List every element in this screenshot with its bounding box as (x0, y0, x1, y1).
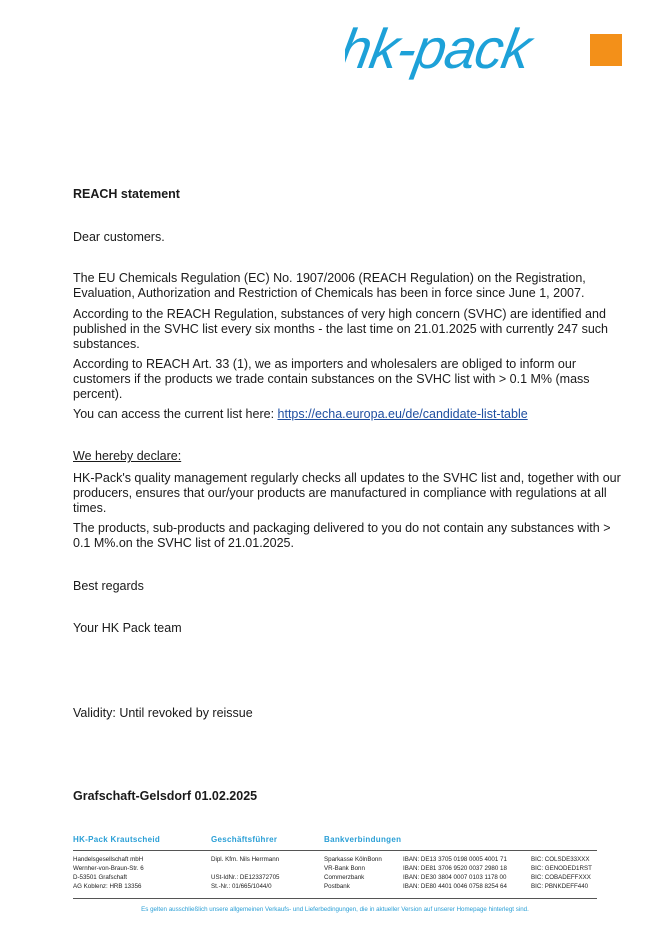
svg-text:hk-pack: hk-pack (345, 24, 536, 80)
footer-bic: BIC: COLSDE33XXX (531, 856, 590, 863)
paragraph-article-33: According to REACH Art. 33 (1), we as importers and wholesalers are obliged to inform our customers if the products we trade contain substances on the SVHC list with > 0.1 M% (mass percent). (73, 357, 590, 401)
footer-bottom-divider (73, 898, 597, 899)
document-title: REACH statement (73, 187, 180, 201)
footer-bank-name: VR-Bank Bonn (324, 865, 365, 872)
paragraph-regulation: The EU Chemicals Regulation (EC) No. 1907/2006 (REACH Regulation) on the Registration, Evaluation, Authorization and Restriction of Chemicals has been in force since June 1, 2007. (73, 271, 586, 300)
closing: Best regards (73, 579, 144, 593)
hk-pack-logo-graphic (345, 24, 623, 86)
footer-bank-name: Sparkasse KölnBonn (324, 856, 382, 863)
footer-company-line: AG Koblenz: HRB 13356 (73, 883, 142, 890)
footer-bic: BIC: PBNKDEFF440 (531, 883, 589, 890)
footer-iban: IBAN: DE30 3804 0007 0103 1178 00 (403, 874, 507, 881)
footer-manager-line: USt-IdNr.: DE123372705 (211, 874, 280, 881)
footer-iban: IBAN: DE81 3706 9520 0037 2980 18 (403, 865, 507, 872)
footer-top-divider (73, 850, 597, 851)
footer-bic: BIC: COBADEFFXXX (531, 874, 591, 881)
footer-company-line: D-53501 Grafschaft (73, 874, 127, 881)
footer-company-column (73, 855, 144, 891)
footer-manager-line: St.-Nr.: 01/665/1044/0 (211, 883, 272, 890)
footer-bank-name: Commerzbank (324, 874, 365, 881)
declaration-heading: We hereby declare: (73, 449, 182, 463)
paragraph-svhc: According to the REACH Regulation, substances of very high concern (SVHC) are identified and published in the SVHC list every six months - the last time on 21.01.2025 with currently 247 such substances. (73, 307, 608, 351)
footer-bank-name: Postbank (324, 883, 350, 890)
company-logo (345, 24, 623, 86)
footer-bic: BIC: GENODED1RST (531, 865, 592, 872)
place-and-date: Grafschaft-Gelsdorf 01.02.2025 (73, 789, 258, 803)
footer-manager-line (211, 864, 279, 873)
footer-bank-names-column (324, 855, 382, 891)
footer-heading-managers: Geschäftsführer (211, 835, 278, 844)
footer-iban: IBAN: DE80 4401 0046 0758 8254 64 (403, 883, 507, 890)
paragraph-list-access (73, 407, 621, 422)
greeting: Dear customers. (73, 230, 165, 244)
footer-iban: IBAN: DE13 3705 0198 0005 4001 71 (403, 856, 507, 863)
declaration-no-substances: The products, sub-products and packaging delivered to you do not contain any substances with > 0.1 M%.on the SVHC list of 21.01.2025. (73, 521, 611, 550)
footer-bic-column (531, 855, 592, 891)
footer-heading-banks: Bankverbindungen (324, 835, 402, 844)
footer-manager-line: Dipl. Kfm. Nils Herrmann (211, 856, 280, 863)
footer-company-line: Handelsgesellschaft mbH (73, 856, 144, 863)
declaration-quality: HK-Pack's quality management regularly checks all updates to the SVHC list and, together with our producers, ensures that our/your products are manufactured in compliance with regulations at all times. (73, 471, 621, 515)
signature: Your HK Pack team (73, 621, 182, 635)
echa-candidate-list-link[interactable]: https://echa.europa.eu/de/candidate-list-table (277, 407, 528, 421)
footer-iban-column (403, 855, 507, 891)
footer-managers-column (211, 855, 279, 891)
footer-terms-note: Es gelten ausschließlich unsere allgemeinen Verkaufs- und Lieferbedingungen, die in aktueller Version auf unserer Homepage hinterlegt sind. (141, 906, 529, 913)
validity: Validity: Until revoked by reissue (73, 706, 253, 720)
list-access-text: You can access the current list here: (73, 407, 278, 421)
footer-heading-company: HK-Pack Krautscheid (73, 835, 161, 844)
footer-company-line: Wernher-von-Braun-Str. 6 (73, 865, 144, 872)
